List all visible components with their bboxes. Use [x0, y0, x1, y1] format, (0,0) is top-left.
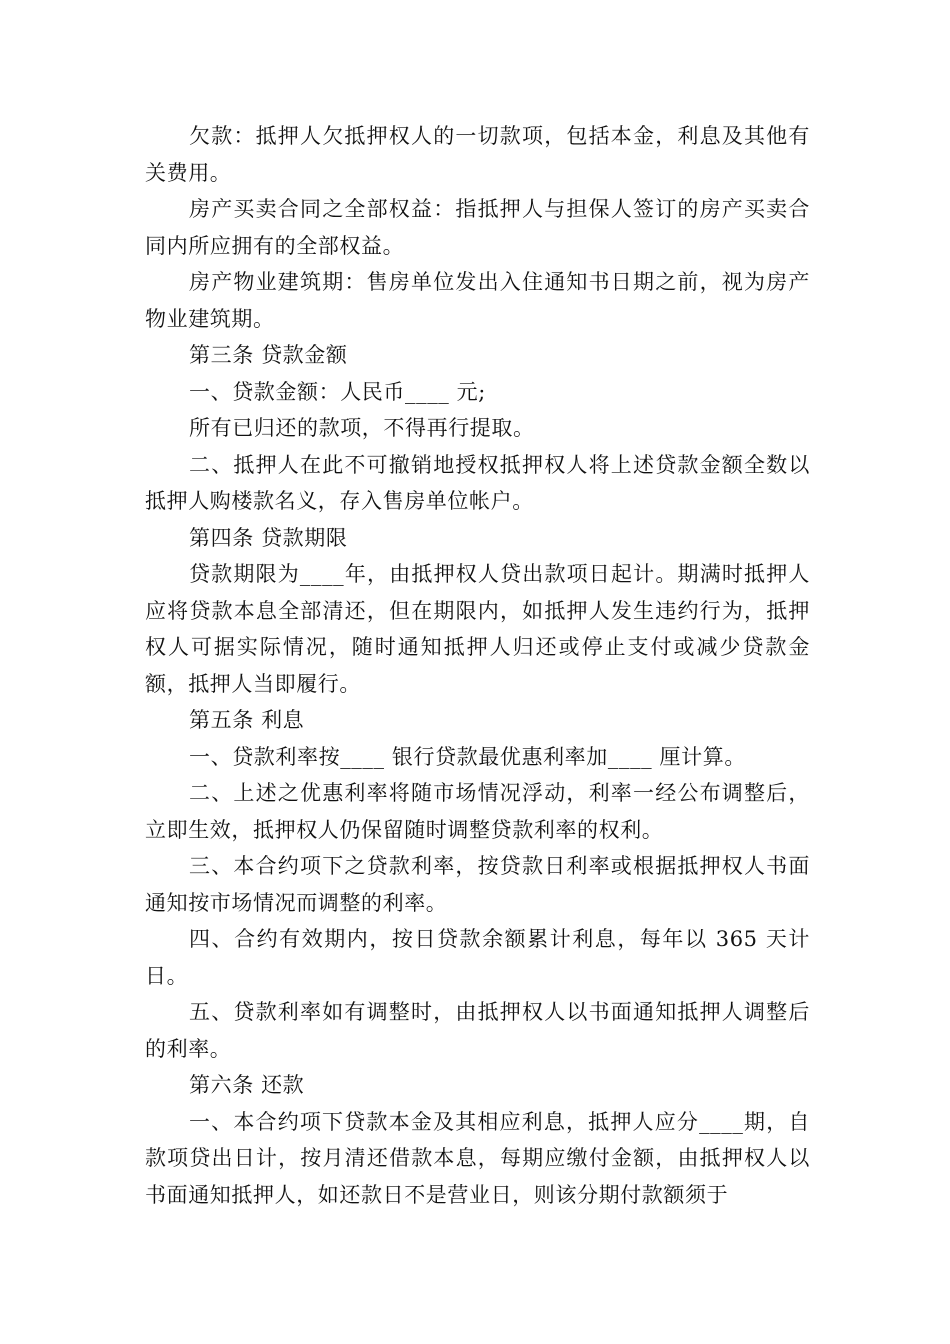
paragraph-loan-term: 贷款期限为____年，由抵押权人贷出款项日起计。期满时抵押人应将贷款本息全部清还，但在期限内，如抵押人发生违约行为，抵押权人可据实际情况，随时通知抵押人归还或停止支付或减少贷款金额，抵押人当即履行。	[145, 562, 810, 696]
paragraph-rate-adjustment-notice: 五、贷款利率如有调整时，由抵押权人以书面通知抵押人调整后的利率。	[145, 1000, 810, 1061]
paragraph-authorization: 二、抵押人在此不可撤销地授权抵押权人将上述贷款金额全数以抵押人购楼款名义，存入售房单位帐户。	[145, 452, 810, 513]
paragraph-repaid-not-withdrawn: 所有已归还的款项，不得再行提取。	[189, 416, 535, 440]
paragraph-definition-debt: 欠款：抵押人欠抵押权人的一切款项，包括本金，利息及其他有关费用。	[145, 124, 810, 185]
paragraph-repayment: 一、本合约项下贷款本金及其相应利息，抵押人应分____期，自款项贷出日计，按月清还借款本息，每期应缴付金额，由抵押权人以书面通知抵押人，如还款日不是营业日，则该分期付款额须于	[145, 1109, 810, 1207]
paragraph-daily-interest: 四、合约有效期内，按日贷款余额累计利息，每年以 365 天计日。	[145, 927, 810, 988]
paragraph-rate-basis: 三、本合约项下之贷款利率，按贷款日利率或根据抵押权人书面通知按市场情况而调整的利率。	[145, 854, 810, 915]
document-body	[145, 118, 810, 1213]
paragraph-definition-contract-rights: 房产买卖合同之全部权益：指抵押人与担保人签订的房产买卖合同内所应拥有的全部权益。	[145, 197, 810, 258]
paragraph-definition-construction-period: 房产物业建筑期：售房单位发出入住通知书日期之前，视为房产物业建筑期。	[145, 270, 810, 331]
paragraph-interest-rate: 一、贷款利率按____ 银行贷款最优惠利率加____ 厘计算。	[189, 744, 746, 769]
paragraph-rate-floating: 二、上述之优惠利率将随市场情况浮动，利率一经公布调整后，立即生效，抵押权人仍保留随时调整贷款利率的权利。	[145, 781, 810, 842]
section-heading-article-4: 第四条 贷款期限	[189, 525, 348, 550]
section-heading-article-5: 第五条 利息	[189, 708, 305, 732]
section-heading-article-6: 第六条 还款	[189, 1073, 305, 1097]
section-heading-article-3: 第三条 贷款金额	[189, 343, 348, 367]
paragraph-loan-amount: 一、贷款金额：人民币____ 元;	[189, 379, 486, 404]
